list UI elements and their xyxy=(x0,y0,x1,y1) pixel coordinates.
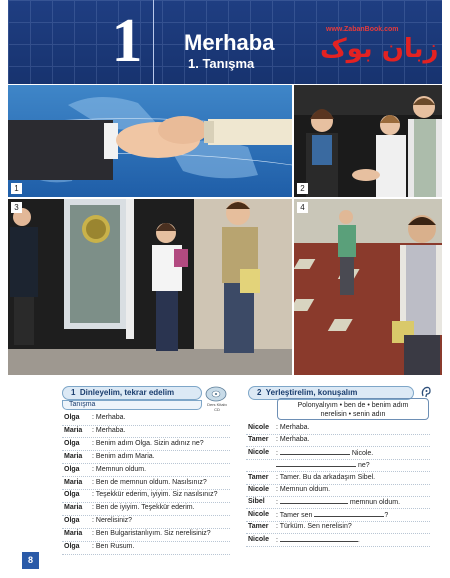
exercise-speaker: Tamer xyxy=(248,473,269,481)
exercise-row-separator xyxy=(246,434,430,435)
dialogue-row-separator xyxy=(62,502,230,503)
fill-in-blank[interactable] xyxy=(276,461,356,467)
exercise-row-separator xyxy=(246,471,430,472)
unit-number: 1 xyxy=(111,7,143,75)
unit-title: Merhaba xyxy=(184,30,275,55)
photo-2-students xyxy=(294,85,442,197)
dialogue-row-separator xyxy=(62,541,230,542)
dialogue-line: : Ben de iyiyim. Teşekkür ederim. xyxy=(92,504,195,512)
fill-in-blank[interactable] xyxy=(280,498,348,504)
exercise-text-before: : xyxy=(276,499,280,507)
exercise-text-before: : Tamer. Bu da arkadaşım Sibel. xyxy=(276,473,376,481)
exercise-row-separator xyxy=(246,508,430,509)
exercise-line xyxy=(276,474,375,481)
dialogue-line: : Merhaba. xyxy=(92,414,126,421)
exercise-line xyxy=(276,511,388,519)
exercise-line xyxy=(276,486,330,493)
photo-number-4: 4 xyxy=(297,202,308,213)
watermark-url: www.ZabanBook.com xyxy=(326,26,399,33)
exercise-row-separator xyxy=(246,546,430,547)
exercise-speaker: Sibel xyxy=(248,498,265,506)
dialogue-row-separator xyxy=(62,554,230,555)
dialogue-row-separator xyxy=(62,515,230,516)
exercise-line xyxy=(276,424,309,431)
courtyard-illustration xyxy=(294,199,442,375)
dialogue-speaker: Maria xyxy=(64,530,83,538)
word-bank-line-2: nerelisin • senin adın xyxy=(320,411,386,418)
fill-in-blank[interactable] xyxy=(314,511,384,517)
exercise-text-before: : Merhaba. xyxy=(276,436,310,444)
exercise-text-after: ne? xyxy=(356,462,370,470)
exercise-line xyxy=(276,498,400,506)
dialogue-line: : Ben Bulgaristanlıyım. Siz nerelisiniz? xyxy=(92,530,211,538)
exercise-speaker: Tamer xyxy=(248,436,269,444)
dialogue-row-separator xyxy=(62,463,230,464)
dialogue-line: : Ben de memnun oldum. Nasılsınız? xyxy=(92,478,207,486)
dialogue-line: : Ben Rusum. xyxy=(92,543,135,550)
dialogue-line: : Benim adım Maria. xyxy=(92,452,155,460)
exercise-line xyxy=(276,461,370,469)
waving-people-illustration xyxy=(8,199,292,375)
exercise-text-before: : Tamer sen xyxy=(276,511,315,519)
exercise-text-before: : xyxy=(276,449,280,457)
exercise-text-after: Nicole. xyxy=(349,449,374,457)
exercise-speaker: Tamer xyxy=(248,523,269,531)
dialogue-row-separator xyxy=(62,425,230,426)
exercise-speaker: Nicole xyxy=(248,486,270,493)
fill-in-blank[interactable] xyxy=(280,536,358,542)
speaking-ear-icon xyxy=(419,385,433,399)
exercise-line xyxy=(276,523,352,530)
exercise-row-separator xyxy=(246,521,430,522)
photo-number-2: 2 xyxy=(297,183,308,194)
section-2-title: Yerleştirelim, konuşalım xyxy=(265,388,358,397)
dialogue-line: : Merhaba. xyxy=(92,426,126,434)
photo-number-3: 3 xyxy=(11,202,22,213)
dialogue-row-separator xyxy=(62,450,230,451)
dialogue-speaker: Olga xyxy=(64,465,80,473)
exercise-text-before: : Türküm. Sen nerelisin? xyxy=(276,523,352,531)
dialogue-speaker: Maria xyxy=(64,504,83,512)
exercise-speaker: Nicole xyxy=(248,535,270,543)
watermark-logo: زبان بوک xyxy=(320,34,439,64)
word-bank-box xyxy=(277,398,429,420)
exercise-row-separator xyxy=(246,446,430,447)
word-bank-line-1: Polonyalıyım • ben de • benim adım xyxy=(297,402,409,409)
dialogue-speaker: Maria xyxy=(64,426,83,434)
exercise-row-separator xyxy=(246,533,430,534)
exercise-row-separator xyxy=(246,484,430,485)
exercise-speaker: Nicole xyxy=(248,448,270,456)
exercise-row-separator xyxy=(246,459,430,460)
page-number: 8 xyxy=(22,552,39,569)
exercise-text-before: : Memnun oldum. xyxy=(276,486,331,493)
lesson-title: 1. Tanışma xyxy=(188,56,255,71)
dialogue-line: : Memnun oldum. xyxy=(92,465,147,473)
dialogue-row-separator xyxy=(62,489,230,490)
unit-header xyxy=(8,0,442,84)
dialogue-speaker: Olga xyxy=(64,414,80,421)
dialogue-speaker: Maria xyxy=(64,478,83,486)
dialogue-row-separator xyxy=(62,437,230,438)
header-divider xyxy=(153,0,154,84)
dialogue-speaker: Maria xyxy=(64,452,83,460)
section-1-number: 1 xyxy=(71,388,76,397)
exercise-speaker: Nicole xyxy=(248,510,270,518)
exercise-text-after: memnun oldum. xyxy=(347,499,401,507)
dialogue-speaker: Olga xyxy=(64,491,80,499)
exercise-text-after: . xyxy=(357,536,360,544)
fill-in-blank[interactable] xyxy=(280,449,350,455)
dialogue-row-separator xyxy=(62,476,230,477)
section-1-subtitle-text: Tanışma xyxy=(69,401,96,408)
dialogue-line: : Teşekkür ederim, iyiyim. Siz nasılsınız? xyxy=(92,491,218,499)
exercise-text-after: ? xyxy=(384,511,389,519)
section-1-header xyxy=(62,386,202,400)
section-2-number: 2 xyxy=(257,388,262,397)
exercise-row-separator xyxy=(246,496,430,497)
section-1-title: Dinleyelim, tekrar edelim xyxy=(79,388,175,397)
handshake-illustration xyxy=(8,85,292,197)
dialogue-row-separator xyxy=(62,528,230,529)
exercise-speaker: Nicole xyxy=(248,424,270,431)
students-illustration xyxy=(294,85,442,197)
dialogue-line: : Nerelisiniz? xyxy=(92,517,133,525)
exercise-line xyxy=(276,449,373,457)
exercise-text-before: : Merhaba. xyxy=(276,424,310,431)
section-1-subtitle xyxy=(62,400,202,410)
dialogue-speaker: Olga xyxy=(64,439,80,447)
photo-1-handshake xyxy=(8,85,292,197)
cd-label: Ders Kitabı CD xyxy=(207,402,227,412)
exercise-line xyxy=(276,436,309,443)
exercise-text-before: : xyxy=(276,536,280,544)
dialogue-speaker: Olga xyxy=(64,517,80,525)
photo-number-1: 1 xyxy=(11,183,22,194)
dialogue-speaker: Olga xyxy=(64,543,80,550)
photo-3-waving xyxy=(8,199,292,375)
dialogue-line: : Benim adım Olga. Sizin adınız ne? xyxy=(92,439,204,447)
audio-cd-icon[interactable] xyxy=(205,386,227,402)
exercise-line xyxy=(276,536,360,544)
photo-4-courtyard xyxy=(294,199,442,375)
